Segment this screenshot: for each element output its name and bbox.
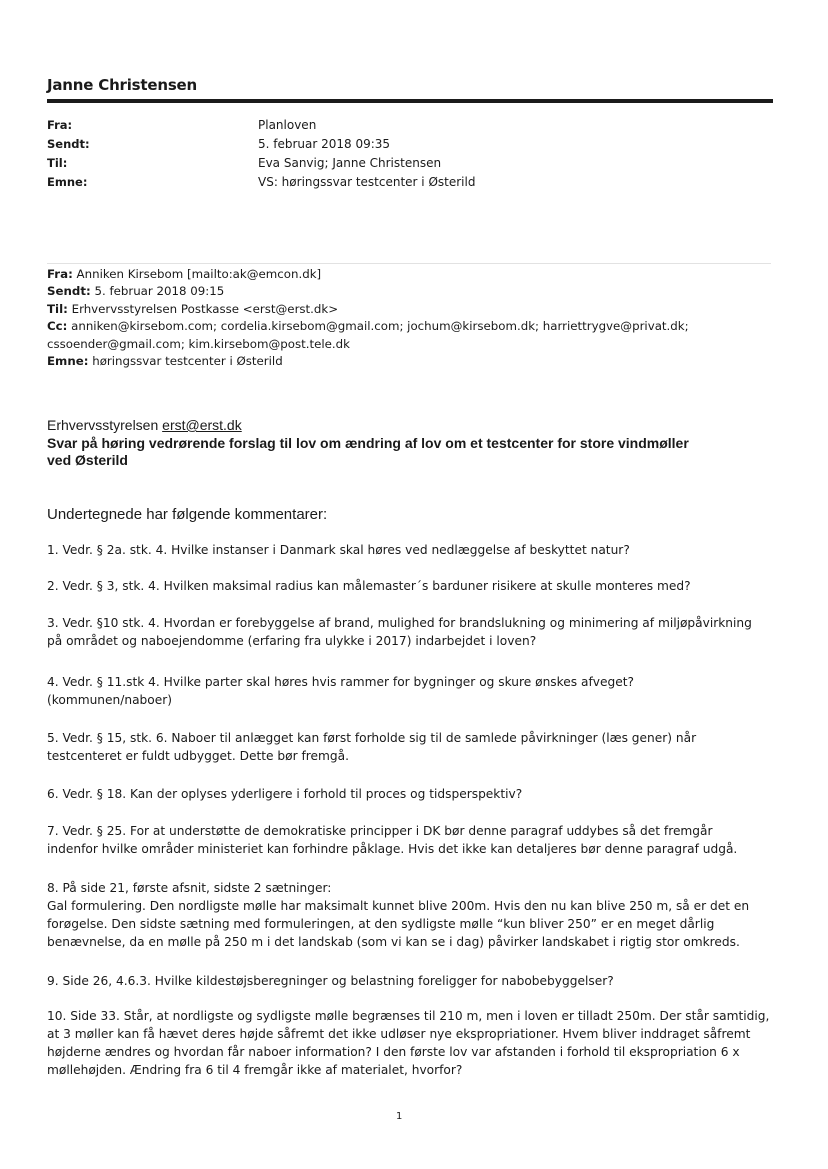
comment-line: at 3 møller kan få hævet deres højde såfremt det ikke udløser nye ekspropriationer. Hvem bliver inddraget såfremt: [47, 1027, 751, 1041]
comment-line: 2. Vedr. § 3, stk. 4. Hvilken maksimal radius kan målemaster´s barduner risikere at skulle monteres med?: [47, 579, 691, 593]
comment-line: 3. Vedr. §10 stk. 4. Hvordan er forebyggelse af brand, mulighed for brandslukning og minimering af miljøpåvirkning: [47, 616, 752, 630]
response-title-line-1: Svar på høring vedrørende forslag til lov om ændring af lov om et testcenter for store vindmøller: [47, 435, 689, 451]
header-subject-value: VS: høringssvar testcenter i Østerild: [258, 175, 476, 189]
comment-item-4: [47, 673, 777, 709]
response-title: [47, 435, 787, 469]
comment-line: testcenteret er fuldt udbygget. Dette bør fremgå.: [47, 749, 349, 763]
comment-line: 6. Vedr. § 18. Kan der oplyses yderligere i forhold til proces og tidsperspektiv?: [47, 787, 523, 801]
fwd-sent-value: 5. februar 2018 09:15: [90, 284, 225, 299]
comment-item-9: [47, 972, 777, 990]
page-number: 1: [396, 1111, 403, 1122]
comment-item-1: [47, 541, 777, 559]
sender-name: Janne Christensen: [47, 76, 198, 94]
comment-line: 10. Side 33. Står, at nordligste og sydligste mølle begrænses til 210 m, men i loven er tilladt 250m. Der står samtidig,: [47, 1009, 770, 1023]
fwd-from-value: Anniken Kirsebom [mailto:ak@emcon.dk]: [72, 267, 322, 281]
fwd-cc-value-2: cssoender@gmail.com; kim.kirsebom@post.tele.dk: [47, 336, 350, 351]
comment-item-8: [47, 879, 777, 951]
header-to-label: Til:: [47, 156, 68, 170]
comment-line: indenfor hvilke områder ministeriet kan forhindre påklage. Hvis det ikke kan detaljeres bør denne paragraf udgå.: [47, 842, 738, 856]
comment-item-5: [47, 729, 777, 765]
comment-line: (kommunen/naboer): [47, 693, 173, 707]
comment-line: forøgelse. Den sidste sætning med formuleringen, at den sydligste mølle “kun bliver 250” er en meget dårlig: [47, 917, 715, 931]
comment-line: højderne ændres og hvordan får naboer information? I den første lov var afstanden i forhold til ekspropriation 6 x: [47, 1045, 740, 1059]
header-from-value: Planloven: [258, 118, 317, 132]
comment-line: Gal formulering. Den nordligste mølle har maksimalt kunnet blive 200m. Hvis den nu kan blive 250 m, så er det en: [47, 899, 750, 913]
comment-line: 8. På side 21, første afsnit, sidste 2 sætninger:: [47, 881, 332, 895]
comment-line: benævnelse, da en mølle på 250 m i det landskab (som vi kan se i dag) påvirker landskabet i rigtig stor omkreds.: [47, 935, 740, 949]
forward-divider: [47, 263, 771, 264]
recipient-line: [47, 417, 242, 433]
fwd-to-label: Til:: [47, 301, 68, 316]
header-sent-label: Sendt:: [47, 137, 90, 151]
comment-item-6: [47, 785, 777, 803]
forwarded-header: [47, 266, 777, 370]
fwd-subject-value: høringssvar testcenter i Østerild: [88, 354, 283, 369]
fwd-sent-label: Sendt:: [47, 284, 91, 299]
comment-line: 7. Vedr. § 25. For at understøtte de demokratiske principper i DK bør denne paragraf uddybes så det fremgår: [47, 824, 713, 838]
fwd-cc-label: Cc:: [47, 319, 68, 334]
comment-item-3: [47, 614, 777, 650]
comment-line: møllehøjden. Ændring fra 6 til 4 fremgår ikke af materialet, hvorfor?: [47, 1063, 463, 1077]
comment-item-10: [47, 1007, 777, 1079]
response-title-line-2: ved Østerild: [47, 452, 128, 468]
fwd-subject-label: Emne:: [47, 354, 89, 369]
comment-line: 1. Vedr. § 2a. stk. 4. Hvilke instanser i Danmark skal høres ved nedlæggelse af beskyttet natur?: [47, 543, 630, 557]
intro-text: Undertegnede har følgende kommentarer:: [47, 506, 328, 523]
header-subject-label: Emne:: [47, 175, 88, 189]
header-sent-value: 5. februar 2018 09:35: [258, 137, 391, 151]
header-from-label: Fra:: [47, 118, 73, 132]
recipient-email-link[interactable]: erst@erst.dk: [162, 417, 242, 433]
header-rule: [47, 99, 773, 103]
fwd-cc-value-1: anniken@kirsebom.com; cordelia.kirsebom@gmail.com; jochum@kirsebom.dk; harriettrygve@privat.dk;: [67, 319, 689, 334]
recipient-name: Erhvervsstyrelsen: [47, 417, 163, 433]
comment-line: på området og naboejendomme (erfaring fra ulykke i 2017) indarbejdet i loven?: [47, 634, 537, 648]
fwd-from-label: Fra:: [47, 267, 73, 281]
comment-line: 4. Vedr. § 11.stk 4. Hvilke parter skal høres hvis rammer for bygninger og skure ønskes afveget?: [47, 675, 634, 689]
fwd-to-value: Erhvervsstyrelsen Postkasse <erst@erst.dk>: [67, 301, 339, 316]
comment-line: 5. Vedr. § 15, stk. 6. Naboer til anlægget kan først forholde sig til de samlede påvirkninger (læs gener) når: [47, 731, 697, 745]
comment-item-7: [47, 822, 777, 858]
comment-item-2: [47, 577, 777, 595]
header-to-value: Eva Sanvig; Janne Christensen: [258, 156, 442, 170]
comment-line: 9. Side 26, 4.6.3. Hvilke kildestøjsberegninger og belastning foreligger for nabobebyggelser?: [47, 974, 614, 988]
